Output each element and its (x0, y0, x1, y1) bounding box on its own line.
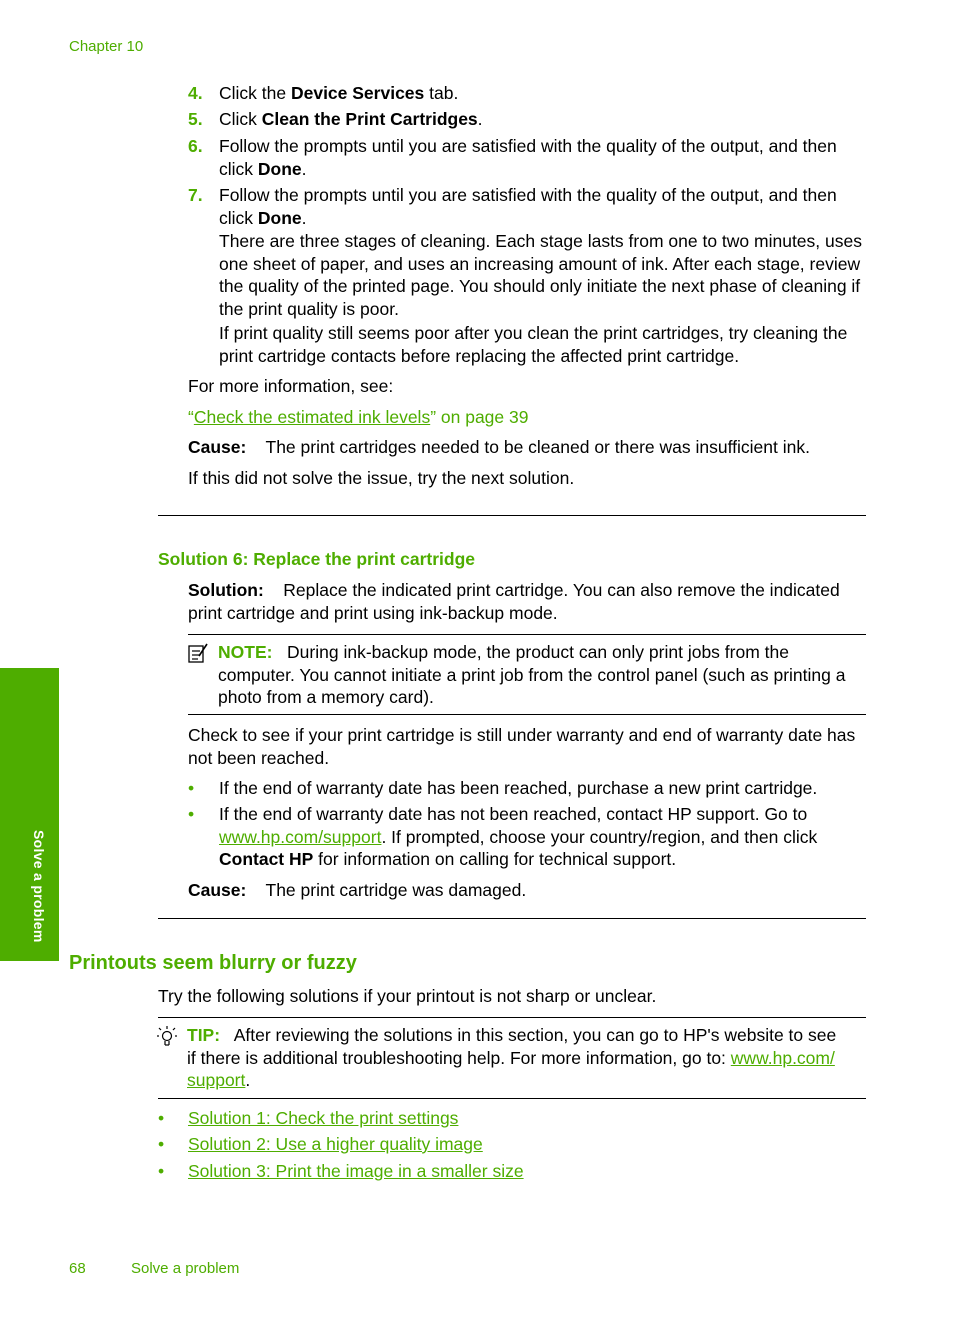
hp-support-link[interactable]: www.hp.com/support (219, 826, 382, 847)
solution-2-link[interactable]: Solution 2: Use a higher quality image (188, 1134, 483, 1154)
hp-support-link-tip[interactable]: www.hp.com/ (730, 1047, 835, 1068)
warranty-paragraph: Check to see if your print cartridge is still under warranty and end of warranty date has not been reached. (188, 725, 856, 768)
note-icon (187, 642, 209, 664)
step-number: 5. (188, 109, 203, 129)
blurry-heading: Printouts seem blurry or fuzzy (69, 952, 357, 974)
step-4: Click the Device Services tab. (219, 83, 459, 103)
hp-support-link-tip-cont[interactable]: support (187, 1070, 246, 1090)
warranty-bullet-2: If the end of warranty date has not been reached, contact HP support. Go to www.hp.com/support. If prompted, choose your country/region, and then click Contact HP for information on calling for technical support. (219, 804, 818, 869)
blurry-intro: Try the following solutions if your printout is not sharp or unclear. (158, 986, 657, 1006)
warranty-bullet-1: If the end of warranty date has been reached, purchase a new print cartridge. (219, 778, 818, 798)
step-6: Follow the prompts until you are satisfied with the quality of the output, and then click Done. (219, 136, 837, 179)
chapter-header: Chapter 10 (69, 38, 144, 55)
bullet: • (188, 778, 195, 798)
lightbulb-icon (156, 1025, 178, 1049)
bullet: • (158, 1134, 165, 1154)
bullet: • (158, 1108, 165, 1128)
bullet: • (188, 804, 195, 824)
note-bottom-rule (188, 714, 866, 715)
more-info-text: For more information, see: (188, 376, 394, 396)
tip-bottom-rule (158, 1098, 866, 1099)
ink-levels-link[interactable]: Check the estimated ink levels (193, 407, 431, 427)
solution-6-heading: Solution 6: Replace the print cartridge (158, 549, 475, 569)
note-text: NOTE: During ink-backup mode, the product can only print jobs from the computer. You cannot initiate a print job from the control panel (such as printing a photo from a memory card). (218, 642, 846, 707)
next-solution-text: If this did not solve the issue, try the next solution. (188, 468, 575, 488)
solution-1-link[interactable]: Solution 1: Check the print settings (188, 1108, 459, 1128)
step-5: Click Clean the Print Cartridges. (219, 109, 483, 129)
side-tab-label: Solve a problem (31, 830, 47, 943)
step-7: Follow the prompts until you are satisfied with the quality of the output, and then click Done. (219, 185, 837, 228)
step-number: 7. (188, 185, 203, 205)
tip-text: TIP: After reviewing the solutions in this section, you can go to HP's website to see if there is additional troubleshooting help. For more information, go to: www.hp.com/ support. (187, 1025, 837, 1090)
page-number: 68 (69, 1260, 86, 1277)
cleaning-stages-paragraph: There are three stages of cleaning. Each stage lasts from one to two minutes, uses one sheet of paper, and uses an increasing amount of ink. After each stage, review the quality of the printed page. You should only initiate the next phase of cleaning if the print quality is poor. (219, 231, 862, 319)
tip-top-rule (158, 1017, 866, 1018)
step-number: 6. (188, 136, 203, 156)
ink-levels-reference: “Check the estimated ink levels” on page 39 (188, 407, 529, 427)
print-quality-paragraph: If print quality still seems poor after you clean the print cartridges, try cleaning the print cartridge contacts before replacing the affected print cartridge. (219, 323, 848, 366)
cause-1: Cause: The print cartridges needed to be cleaned or there was insufficient ink. (188, 437, 810, 457)
bullet: • (158, 1161, 165, 1181)
section-divider (158, 918, 866, 919)
cause-2: Cause: The print cartridge was damaged. (188, 880, 527, 900)
solution-6-text: Solution: Replace the indicated print cartridge. You can also remove the indicated print cartridge and print using ink-backup mode. (188, 580, 840, 623)
footer-section: Solve a problem (131, 1260, 240, 1277)
section-divider (158, 515, 866, 516)
solution-3-link[interactable]: Solution 3: Print the image in a smaller size (188, 1161, 524, 1181)
note-top-rule (188, 634, 866, 635)
side-tab (0, 668, 59, 961)
step-number: 4. (188, 83, 203, 103)
